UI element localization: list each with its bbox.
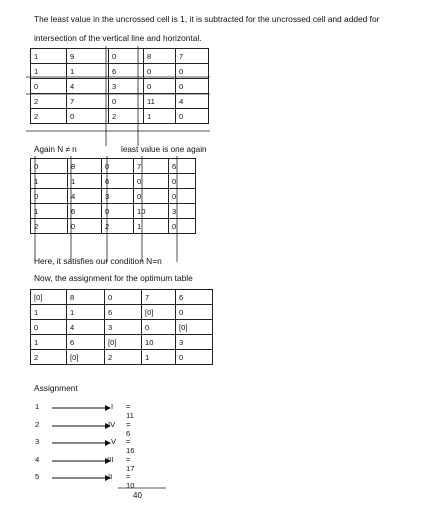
table-cell: 10	[134, 204, 169, 219]
least-value-note: least value is one again	[121, 145, 207, 154]
table-cell: 1	[67, 64, 109, 79]
assignment-worker: 3	[35, 437, 40, 446]
table-cell: [0]	[142, 305, 176, 320]
assignment-worker: 2	[35, 419, 40, 429]
table-row	[31, 305, 213, 320]
table-row	[31, 219, 196, 234]
assignment-cost: = 17	[126, 454, 135, 473]
table-cell: 6	[105, 305, 142, 320]
table-cell: 1	[142, 350, 176, 365]
table-cell: [0]	[31, 290, 67, 305]
table-cell: [0]	[67, 350, 105, 365]
table-cell: 3	[105, 320, 142, 335]
assignment-job: II	[108, 472, 113, 481]
table-cell: 9	[67, 49, 109, 64]
table-cell: 1	[67, 305, 105, 320]
table-cell: 6	[102, 174, 134, 189]
table-cell: 0	[176, 64, 209, 79]
arrow-right-icon	[52, 404, 112, 412]
arrow-right-icon	[52, 439, 112, 447]
arrow-right-icon	[52, 422, 112, 430]
table-cell: 6	[169, 159, 196, 174]
assignment-cost: = 10	[126, 472, 135, 490]
table-cell: 11	[144, 94, 176, 109]
table-cell: 0	[169, 189, 196, 204]
table-row	[31, 350, 213, 365]
table-cell: 0	[144, 79, 176, 94]
table-cell: 2	[31, 94, 67, 109]
table-cell: 2	[102, 219, 134, 234]
table-row	[31, 64, 209, 79]
table-cell: 0	[105, 290, 142, 305]
table-cell: 3	[109, 79, 144, 94]
table-cell: 6	[68, 204, 102, 219]
table-cell: 3	[102, 189, 134, 204]
table-cell: 1	[68, 174, 102, 189]
table-cell: 8	[144, 49, 176, 64]
table-cell: 0	[144, 64, 176, 79]
table-cell: 1	[31, 49, 67, 64]
table-cell: 6	[109, 64, 144, 79]
table-cell: 8	[68, 159, 102, 174]
arrow-right-icon	[52, 474, 112, 482]
table-cell: 0	[134, 174, 169, 189]
table-cell: 3	[169, 204, 196, 219]
table-cell: 7	[176, 49, 209, 64]
table-cell: 4	[67, 320, 105, 335]
table-cell: 0	[176, 350, 213, 365]
reduced-matrix-table-2	[30, 158, 196, 234]
table-cell: 2	[105, 350, 142, 365]
condition-text: Here, it satisfies our condition N=n	[34, 256, 162, 266]
table-cell: [0]	[105, 335, 142, 350]
table-cell: 0	[31, 320, 67, 335]
assignment-job: III	[107, 454, 114, 464]
assignment-worker: 5	[35, 472, 40, 481]
table-cell: 0	[176, 109, 209, 124]
table-cell: 0	[176, 79, 209, 94]
intro-line-2: intersection of the vertical line and horizontal.	[34, 33, 202, 43]
table-cell: 2	[31, 219, 68, 234]
table-cell: 0	[176, 305, 213, 320]
optimum-assignment-table	[30, 289, 213, 365]
assignment-worker: 1	[35, 402, 40, 411]
assignment-job: I	[111, 402, 114, 411]
table-cell: 1	[31, 305, 67, 320]
table-cell: 0	[102, 159, 134, 174]
intro-line-1: The least value in the uncrossed cell is 1, it is subtracted for the uncrossed cell and added for	[34, 14, 380, 24]
table-cell: 1	[31, 174, 68, 189]
assignment-title: Assignment	[34, 383, 78, 393]
arrow-right-icon	[52, 454, 114, 465]
table-cell: 7	[134, 159, 169, 174]
table-row	[31, 204, 196, 219]
table-cell: 0	[134, 189, 169, 204]
assignment-cost: = 11	[126, 402, 134, 420]
table-row	[31, 109, 209, 124]
table-cell: 4	[67, 79, 109, 94]
assignment-worker: 4	[35, 454, 40, 464]
table-cell: 4	[68, 189, 102, 204]
table-row	[31, 94, 209, 109]
table-cell: 2	[109, 109, 144, 124]
table-row	[31, 335, 213, 350]
reduced-matrix-table-1	[30, 48, 209, 124]
table-row	[31, 79, 209, 94]
table-cell: 0	[169, 219, 196, 234]
table-cell: 1	[31, 204, 68, 219]
assignment-job: V	[111, 437, 117, 446]
table-row	[31, 189, 196, 204]
table-cell: 6	[176, 290, 213, 305]
table-cell: 1	[134, 219, 169, 234]
table-cell: 2	[31, 109, 67, 124]
table-cell: 10	[142, 335, 176, 350]
table-cell: 0	[142, 320, 176, 335]
table-cell: 0	[169, 174, 196, 189]
table-row	[31, 290, 213, 305]
table-cell: 6	[67, 335, 105, 350]
table-cell: 0	[109, 49, 144, 64]
total-cost: 40	[133, 491, 142, 500]
assignment-job: IV	[108, 419, 116, 429]
table-row	[31, 159, 196, 174]
table-row	[31, 49, 209, 64]
assignment-cost: = 6	[126, 419, 131, 438]
table-cell: 1	[144, 109, 176, 124]
table-cell: 0	[31, 189, 68, 204]
table-row	[31, 320, 213, 335]
table-cell: 0	[31, 159, 68, 174]
assignment-cost: = 16	[126, 437, 135, 455]
table-cell: 0	[102, 204, 134, 219]
table-cell: 0	[67, 109, 109, 124]
table-cell: [0]	[176, 320, 213, 335]
table-cell: 7	[142, 290, 176, 305]
table-cell: 0	[68, 219, 102, 234]
table-cell: 0	[109, 94, 144, 109]
again-note: Again N ≠ n	[34, 145, 77, 154]
table-cell: 8	[67, 290, 105, 305]
table-cell: 7	[67, 94, 109, 109]
table-row	[31, 174, 196, 189]
table-cell: 2	[31, 350, 67, 365]
table-cell: 1	[31, 64, 67, 79]
optimum-text: Now, the assignment for the optimum table	[34, 273, 193, 283]
table-cell: 1	[31, 335, 67, 350]
table-cell: 4	[176, 94, 209, 109]
table-cell: 0	[31, 79, 67, 94]
table-cell: 3	[176, 335, 213, 350]
